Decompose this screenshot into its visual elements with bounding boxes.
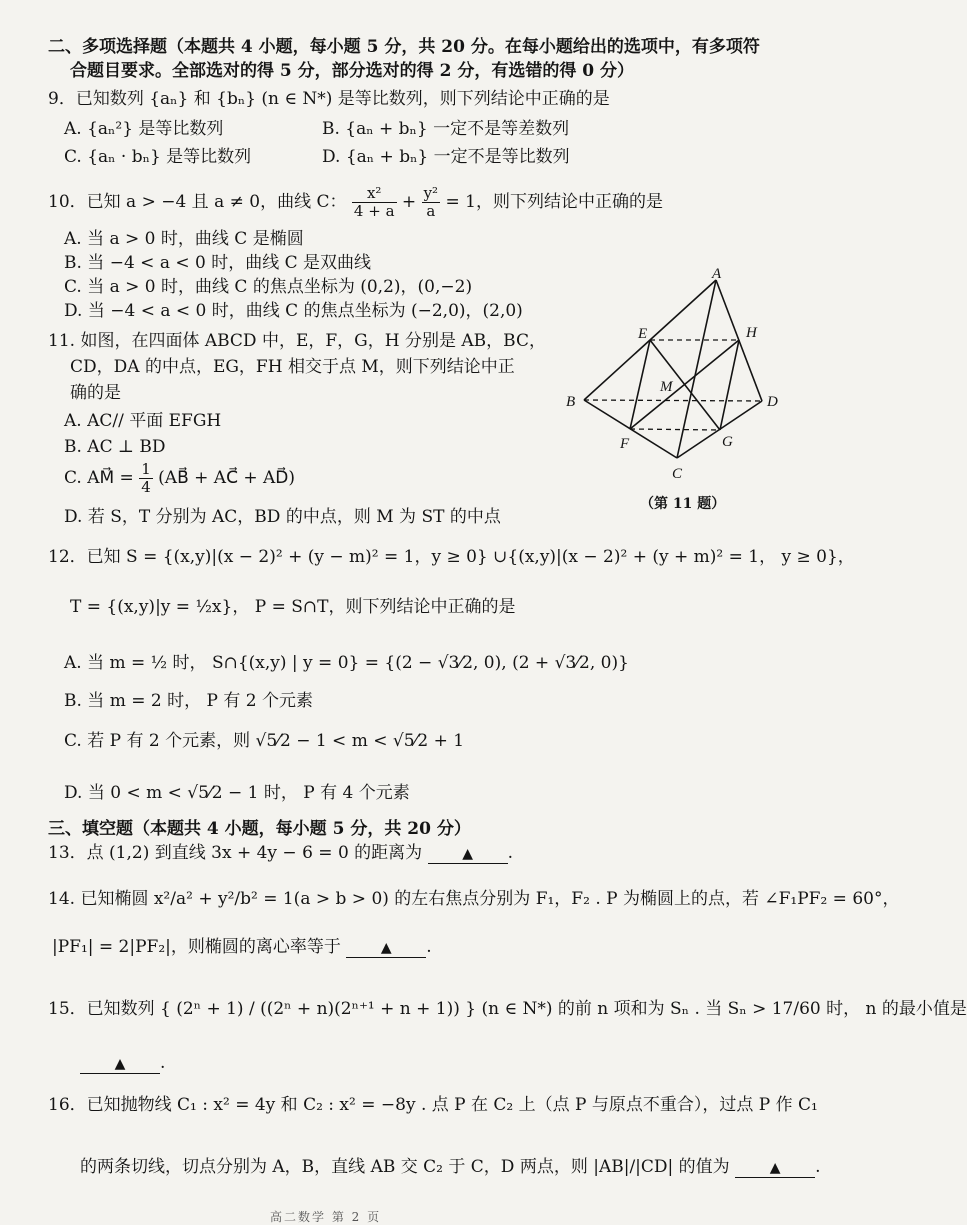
q11-c-frac-den: 4: [141, 478, 151, 496]
q11-option-c-post: (AB⃗ + AC⃗ + AD⃗): [158, 468, 295, 488]
q11-stem-line2: CD，DA 的中点，EG，FH 相交于点 M，则下列结论中正: [70, 357, 515, 377]
q14-end: .: [426, 937, 432, 957]
q10-option-b: B. 当 −4 < a < 0 时，曲线 C 是双曲线: [64, 253, 372, 273]
label-b: B: [566, 394, 576, 410]
section3-heading: 三、填空题（本题共 4 小题，每小题 5 分，共 20 分）: [48, 819, 471, 839]
q13-end: .: [507, 843, 513, 863]
q10-fraction-y: [422, 185, 441, 220]
q10-stem-pre: 10．已知 a > −4 且 a ≠ 0，曲线 C：: [48, 192, 347, 212]
q15-stem-line2: [80, 1052, 165, 1074]
q11-stem-line3: 确的是: [70, 383, 121, 403]
label-a: A: [712, 266, 722, 282]
page-footer: 高二数学 第 2 页: [270, 1210, 382, 1224]
q10-frac1-den: 4 + a: [353, 202, 395, 220]
edge-fg-hidden: [630, 429, 720, 430]
q10-frac2-num: y²: [423, 184, 439, 202]
q16-answer-blank[interactable]: [735, 1158, 815, 1178]
q15-end: .: [160, 1053, 166, 1073]
q14-text: |PF₁| = 2|PF₂|，则椭圆的离心率等于: [52, 937, 341, 957]
q13-stem: [48, 842, 513, 864]
q11-option-c-pre: C. AM⃗ =: [64, 468, 134, 488]
q15-answer-blank[interactable]: [80, 1054, 160, 1074]
q11-c-frac-num: 1: [141, 460, 151, 478]
q16-stem-line1: 16．已知抛物线 C₁ : x² = 4y 和 C₂ : x² = −8y . 点 P 在 C₂ 上（点 P 与原点不重合），过点 P 作 C₁: [48, 1095, 818, 1115]
q15-triangle-icon: ▲: [114, 1056, 126, 1072]
edge-bd-hidden: [584, 400, 762, 401]
q13-text: 13．点 (1,2) 到直线 3x + 4y − 6 = 0 的距离为: [48, 843, 423, 863]
q9-stem: 9．已知数列 {aₙ} 和 {bₙ} (n ∈ N*) 是等比数列，则下列结论中正确的是: [48, 89, 610, 109]
q16-text: 的两条切线，切点分别为 A，B，直线 AB 交 C₂ 于 C，D 两点，则 |AB|/|CD| 的值为: [80, 1157, 730, 1177]
q12-option-c: C. 若 P 有 2 个元素，则 √5⁄2 − 1 < m < √5⁄2 + 1: [64, 731, 465, 751]
q10-stem-post: = 1，则下列结论中正确的是: [445, 192, 663, 212]
section2-heading-line1: 二、多项选择题（本题共 4 小题，每小题 5 分，共 20 分。在每小题给出的选项中，有多项符: [48, 37, 760, 57]
q9-option-a: A. {aₙ²} 是等比数列: [64, 119, 224, 139]
q11-stem-line1: 11. 如图，在四面体 ABCD 中，E，F，G，H 分别是 AB，BC，: [48, 331, 546, 351]
label-e: E: [638, 326, 648, 342]
q14-answer-blank[interactable]: [346, 938, 426, 958]
q10-frac2-den: a: [426, 202, 436, 220]
q11-option-a: A. AC// 平面 EFGH: [64, 411, 222, 431]
q16-triangle-icon: ▲: [769, 1160, 781, 1176]
q10-option-c: C. 当 a > 0 时，曲线 C 的焦点坐标为 (0,2)，(0,−2): [64, 277, 473, 297]
figure-caption: （第 11 题）: [640, 496, 726, 512]
q12-stem-line1: 12．已知 S = {(x,y)|(x − 2)² + (y − m)² = 1，y ≥ 0} ∪{(x,y)|(x − 2)² + (y + m)² = 1， y ≥ 0}，: [48, 547, 855, 567]
section2-heading-line2: 合题目要求。全部选对的得 5 分，部分选对的得 2 分，有选错的得 0 分）: [70, 61, 634, 81]
q9-option-c: C. {aₙ · bₙ} 是等比数列: [64, 147, 252, 167]
q10-option-d: D. 当 −4 < a < 0 时，曲线 C 的焦点坐标为 (−2,0)，(2,0): [64, 301, 523, 321]
q14-stem-line2: [52, 936, 432, 958]
q10-frac1-num: x²: [352, 185, 397, 203]
q12-option-b: B. 当 m = 2 时， P 有 2 个元素: [64, 691, 313, 711]
q14-triangle-icon: ▲: [380, 940, 392, 956]
q12-option-d: D. 当 0 < m < √5⁄2 − 1 时， P 有 4 个元素: [64, 783, 410, 803]
label-d: D: [767, 394, 778, 410]
q16-end: .: [815, 1157, 821, 1177]
q13-answer-blank[interactable]: [428, 844, 508, 864]
q15-stem-line1: 15．已知数列 { (2ⁿ + 1) / ((2ⁿ + n)(2ⁿ⁺¹ + n + 1)) } (n ∈ N*) 的前 n 项和为 Sₙ . 当 Sₙ > 17/60 时， n 的最小值是: [48, 999, 967, 1019]
q11-option-c-fraction: [139, 461, 153, 496]
label-m: M: [660, 379, 673, 395]
edge-ac: [677, 280, 716, 458]
q14-stem-line1: 14. 已知椭圆 x²/a² + y²/b² = 1(a > b > 0) 的左右焦点分别为 F₁，F₂ . P 为椭圆上的点，若 ∠F₁PF₂ = 60°，: [48, 889, 900, 909]
label-h: H: [746, 325, 757, 341]
q12-option-a: A. 当 m = ½ 时， S∩{(x,y) | y = 0} = {(2 − √3⁄2, 0), (2 + √3⁄2, 0)}: [64, 653, 629, 673]
label-g: G: [722, 434, 733, 450]
q11-option-b: B. AC ⊥ BD: [64, 437, 166, 457]
q16-stem-line2: [80, 1156, 821, 1178]
q11-option-d: D. 若 S，T 分别为 AC，BD 的中点，则 M 为 ST 的中点: [64, 507, 501, 527]
q10-fraction-x: [352, 185, 397, 220]
q11-option-c: [64, 458, 295, 498]
q9-option-d: D. {aₙ + bₙ} 一定不是等比数列: [322, 147, 570, 167]
q13-triangle-icon: ▲: [462, 846, 473, 862]
q10-option-a: A. 当 a > 0 时，曲线 C 是椭圆: [64, 229, 304, 249]
label-f: F: [620, 436, 630, 452]
tetrahedron-figure: [562, 266, 802, 520]
q12-stem-line2: T = {(x,y)|y = ½x}， P = S∩T，则下列结论中正确的是: [70, 597, 516, 617]
label-c: C: [672, 466, 683, 482]
q9-option-b: B. {aₙ + bₙ} 一定不是等差数列: [322, 119, 570, 139]
q10-stem: [48, 182, 663, 222]
q10-plus: +: [401, 192, 417, 212]
